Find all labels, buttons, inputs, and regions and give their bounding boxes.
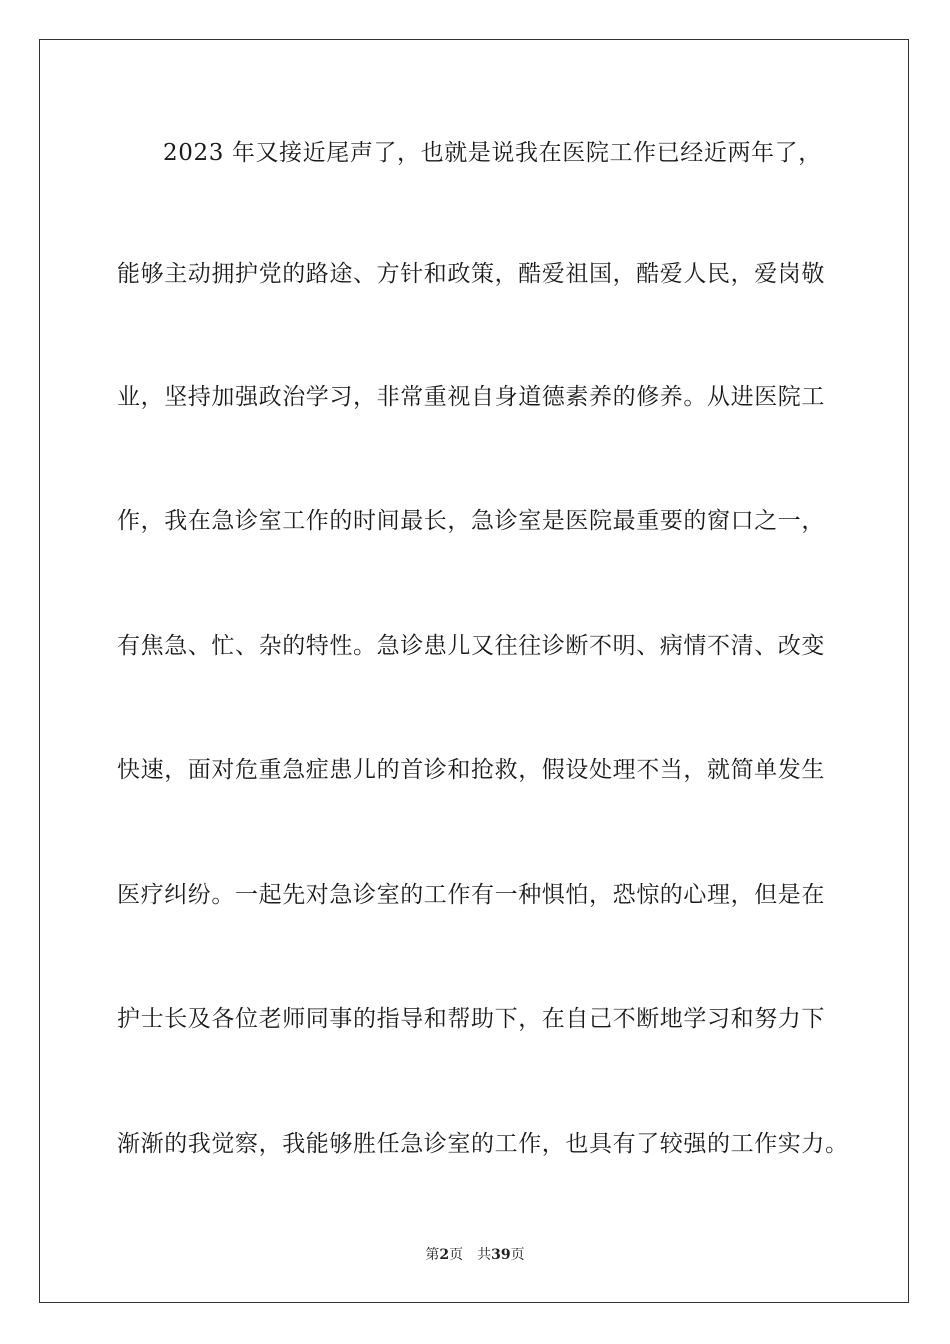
paragraph-line-8: 护士长及各位老师同事的指导和帮助下，在自己不断地学习和努力下 [117, 1006, 825, 1032]
page-number: 2 [439, 1247, 450, 1263]
page-suffix: 页 [449, 1247, 464, 1263]
paragraph-line-7: 医疗纠纷。一起先对急诊室的工作有一种惧怕，恐惊的心理，但是在 [117, 882, 825, 908]
paragraph-line-6: 快速，面对危重急症患儿的首诊和抢救，假设处理不当，就简单发生 [117, 757, 825, 783]
paragraph-line-9: 渐渐的我觉察，我能够胜任急诊室的工作，也具有了较强的工作实力。 [117, 1131, 849, 1157]
page-footer [0, 1246, 950, 1264]
paragraph-line-1: 2023 年又接近尾声了，也就是说我在医院工作已经近两年了， [163, 140, 822, 166]
paragraph-line-4: 作，我在急诊室工作的时间最长，急诊室是医院最重要的窗口之一， [117, 508, 825, 534]
paragraph-line-2: 能够主动拥护党的路途、方针和政策，酷爱祖国，酷爱人民，爱岗敬 [117, 261, 825, 287]
paragraph-line-5: 有焦急、忙、杂的特性。急诊患儿又往往诊断不明、病情不清、改变 [117, 633, 825, 659]
page-prefix: 第 [425, 1247, 440, 1263]
total-prefix: 共 [477, 1247, 492, 1263]
total-pages: 39 [491, 1247, 511, 1263]
total-suffix: 页 [510, 1247, 525, 1263]
paragraph-line-3: 业，坚持加强政治学习，非常重视自身道德素养的修养。从进医院工 [117, 384, 825, 410]
page-border [39, 39, 909, 1303]
